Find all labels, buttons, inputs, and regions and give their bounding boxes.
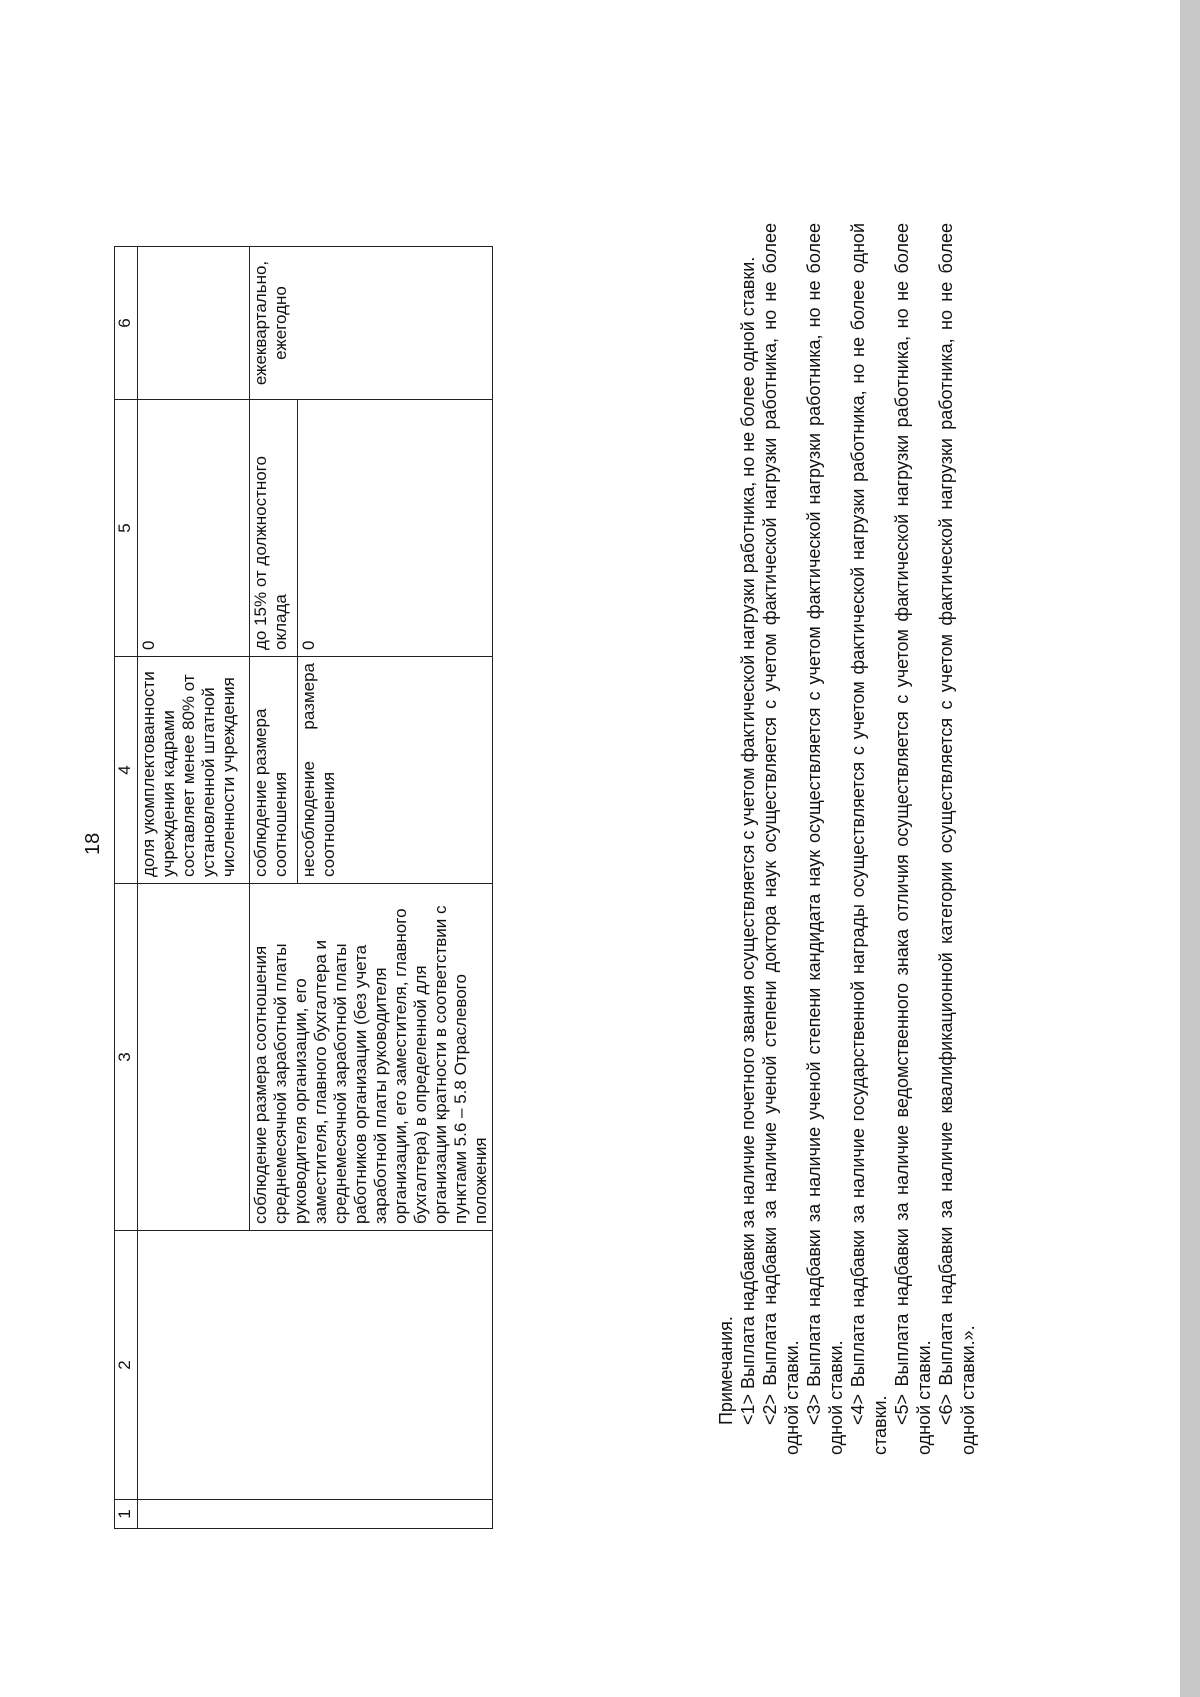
table-cell-empty: [138, 247, 250, 400]
staffing-criterion-cell: доля укомплектованности учреждения кадрами составляет менее 80% от установленной штатной численности учреждения: [138, 657, 250, 884]
note-item: <5> Выплата надбавки за наличие ведомственного знака отличия осуществляется с учетом фактической нагрузки работника, но не более одной ставки.: [892, 223, 934, 1455]
notes-section: [715, 223, 979, 1455]
table-cell-empty: [138, 884, 250, 1231]
note-item: <1> Выплата надбавки за наличие почетного звания осуществляется с учетом фактической нагрузки работника, но не более одной ставки.: [738, 256, 758, 1425]
staffing-value-cell: 0: [138, 400, 250, 657]
table-cell-empty: [138, 1500, 493, 1529]
column-header-1: 1: [115, 1500, 138, 1529]
ratio-observed-value-cell: до 15% от должностного оклада: [250, 400, 298, 657]
ratio-violated-value-cell: 0: [298, 400, 493, 657]
ratio-violated-criterion-cell: несоблюдение размера соотношения: [298, 657, 493, 884]
note-item: <2> Выплата надбавки за наличие ученой степени доктора наук осуществляется с учетом фактической нагрузки работника, но не более одной ставки.: [760, 223, 802, 1455]
payment-criteria-table: [114, 246, 493, 1529]
column-header-4: 4: [115, 657, 138, 884]
page-number: 18: [82, 832, 104, 855]
column-header-6: 6: [115, 247, 138, 400]
column-header-2: 2: [115, 1231, 138, 1500]
column-header-5: 5: [115, 400, 138, 657]
table-row: [138, 247, 250, 1529]
notes-heading: Примечания.: [716, 1316, 736, 1425]
frequency-cell: ежеквартально, ежегодно: [250, 247, 493, 400]
table-header-row: [115, 247, 138, 1529]
salary-ratio-indicator-cell: соблюдение размера соотношения среднемесячной заработной платы руководителя организации, его заместителя, главного бухгалтера и среднемесячной заработной платы работников организации (без учета заработной платы руководителя организации, его заместителя, главного бухгалтера) в определенной для организации кратности в соответствии с пунктами 5.6 – 5.8 Отраслевого положения: [250, 884, 493, 1231]
column-header-3: 3: [115, 884, 138, 1231]
note-item: <3> Выплата надбавки за наличие ученой степени кандидата наук осуществляется с учетом фактической нагрузки работника, но не более одной ставки.: [804, 223, 846, 1455]
ratio-observed-criterion-cell: соблюдение размера соотношения: [250, 657, 298, 884]
note-item: <6> Выплата надбавки за наличие квалификационной категории осуществляется с учетом фактической нагрузки работника, но не более одной ставки.».: [936, 223, 978, 1455]
table-cell-empty: [138, 1231, 493, 1500]
note-item: <4> Выплата надбавки за наличие государственной награды осуществляется с учетом фактической нагрузки работника, но не более одной ставки.: [848, 223, 890, 1455]
